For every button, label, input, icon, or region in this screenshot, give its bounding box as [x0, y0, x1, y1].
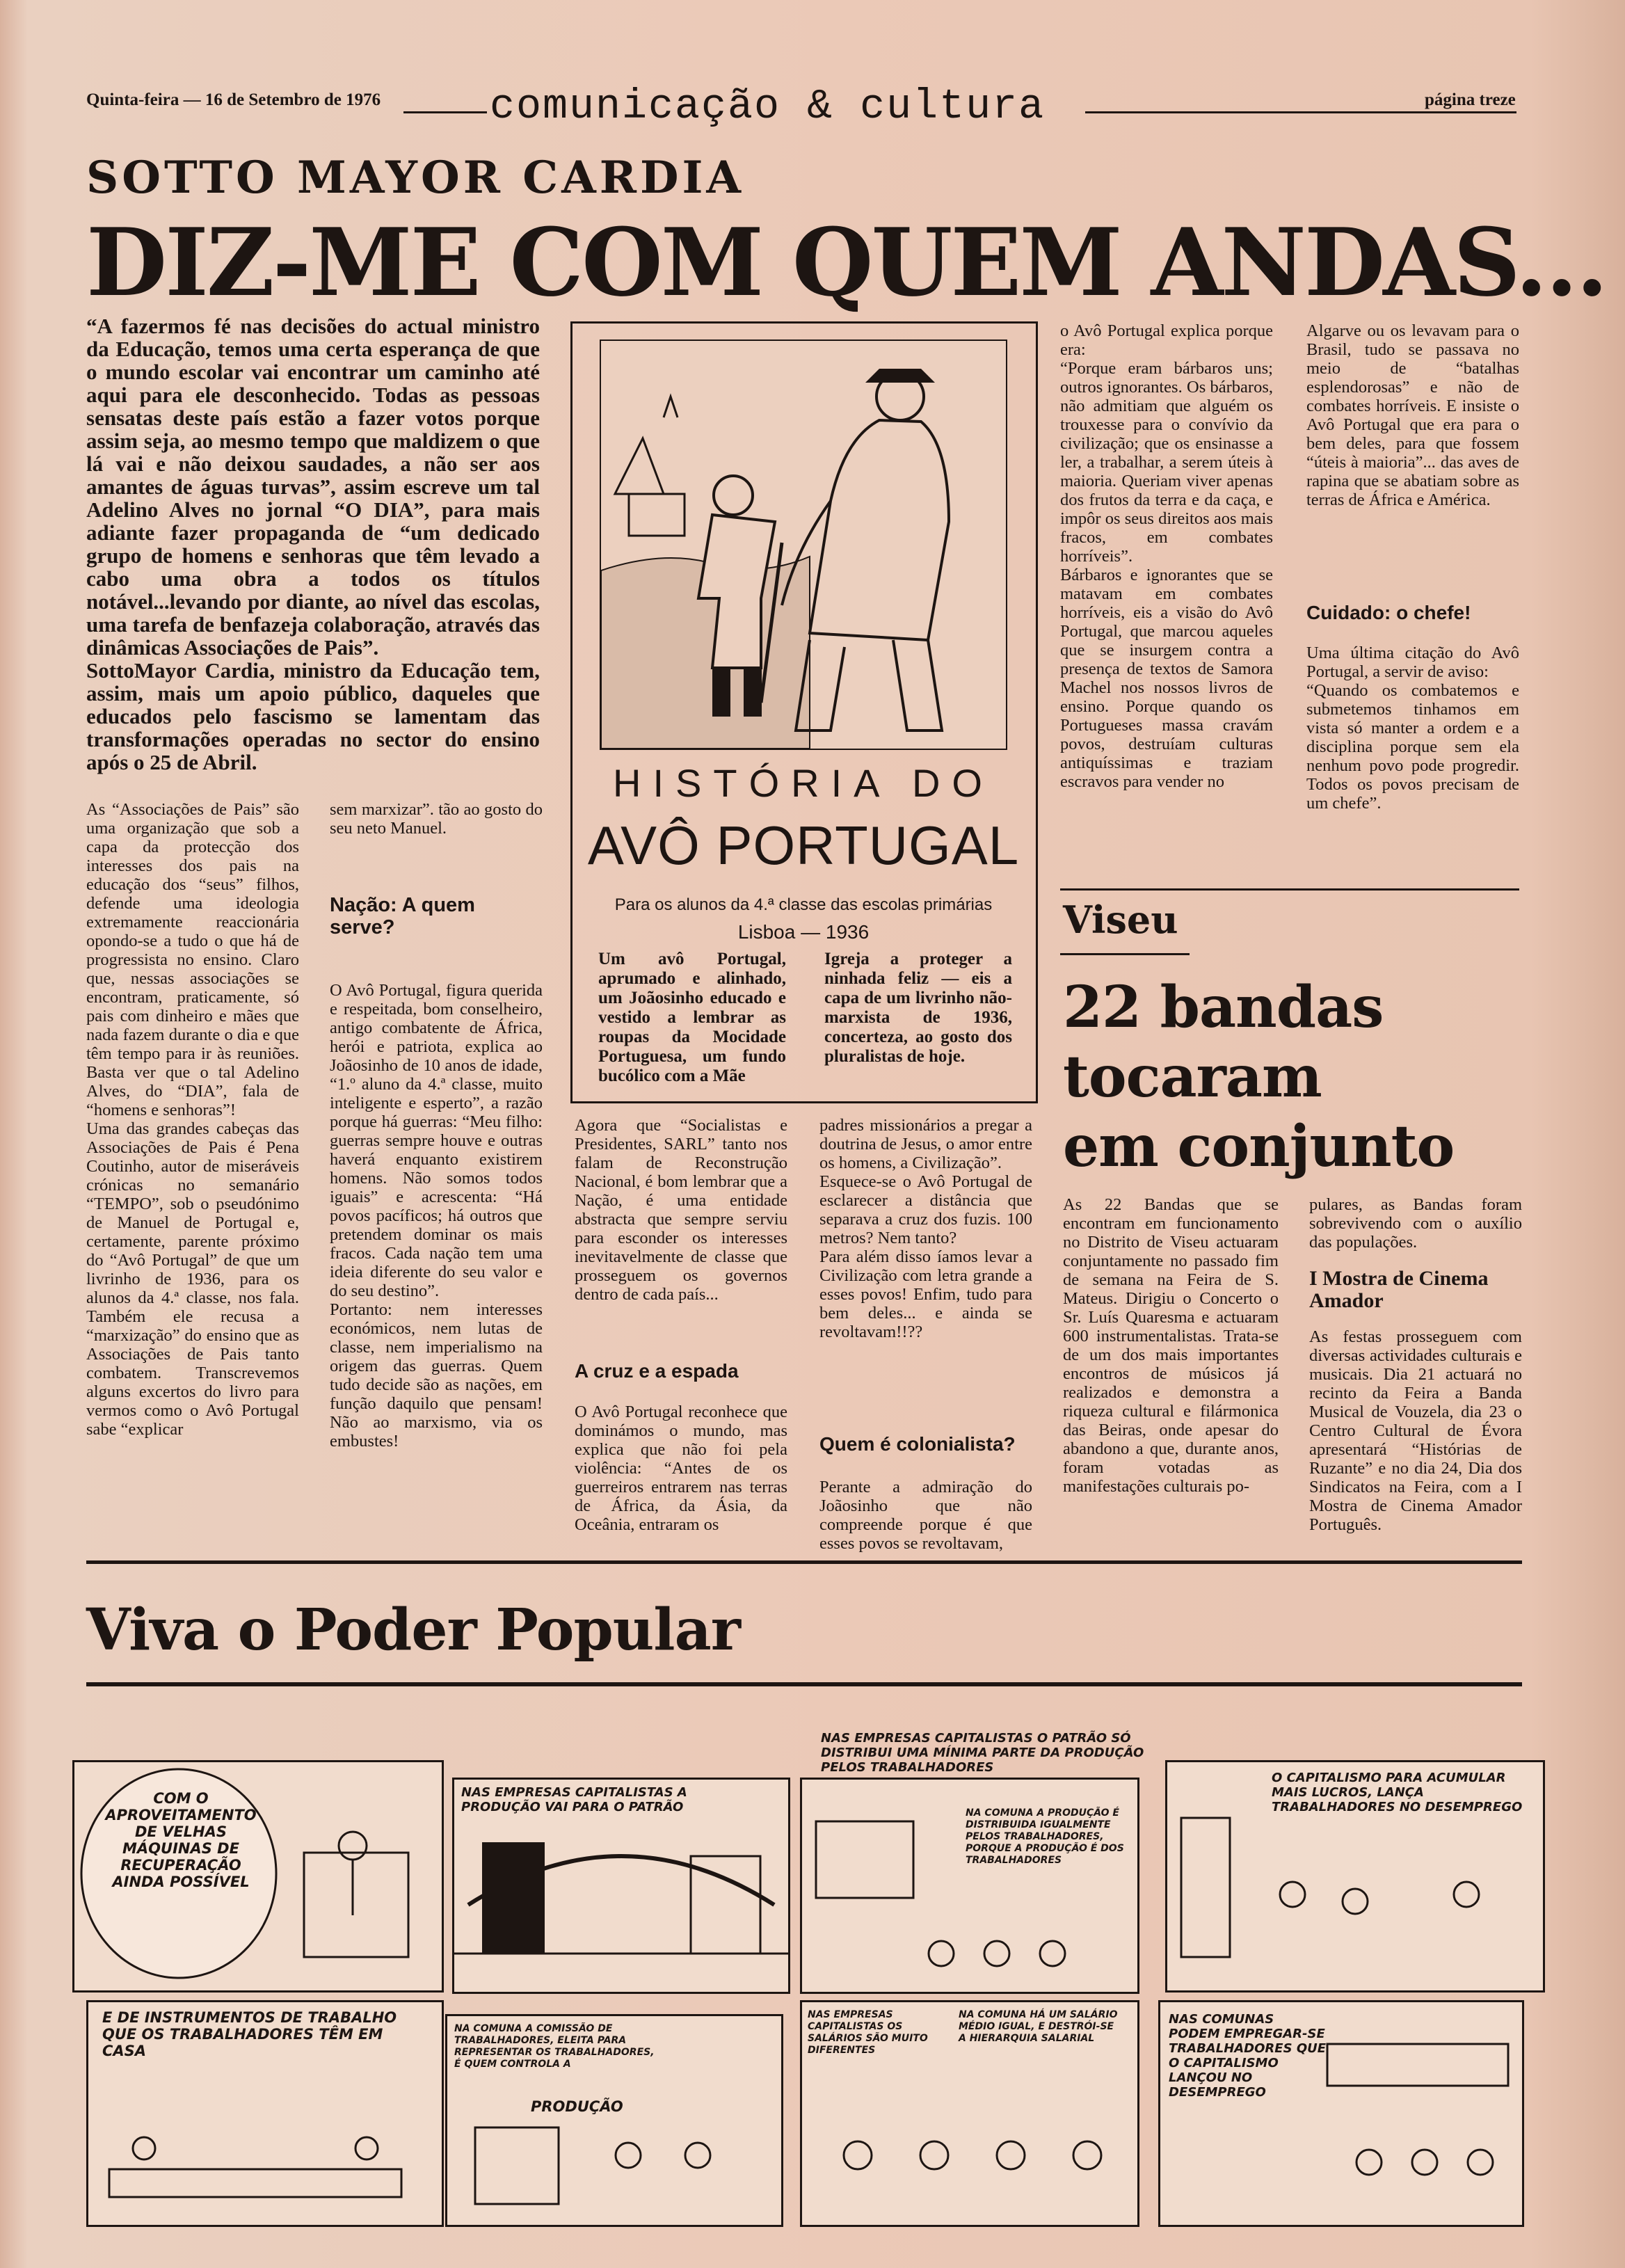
- article-column-6b: Uma última citação do Avô Portugal, a servir de aviso: “Quando os combatemos e submetemos tinhamos em vista só manter a ordem e a disciplina porque sem ela nenhum povo pode progredir. Todos os povos precisam de um chefe”.: [1306, 644, 1519, 813]
- book-subtitle: Para os alunos da 4.ª classe das escolas primárias: [614, 895, 993, 914]
- comic-panel-7-text: NAS EMPRESAS CAPITALISTAS OS SALÁRIOS SÃO MUITO DIFERENTES: [808, 2009, 928, 2056]
- comic-panel-5: [86, 2000, 444, 2227]
- comic-panel-3-text: NAS EMPRESAS CAPITALISTAS O PATRÃO SÓ DISTRIBUI UMA MÍNIMA PARTE DA PRODUÇÃO PELOS TRABALHADORES: [821, 1731, 1144, 1775]
- viseu-column-2b: As festas prosseguem com diversas actividades culturais e musicais. Dia 21 actuará no recinto da Feira a Banda Musical de Vouzela, dia 23 o Centro Cultural de Évora apresentará “Histórias de Ruzante” e no dia 24, Dia dos Sindicatos na Feira, com a I Mostra de Cinema Amador Português.: [1309, 1327, 1522, 1534]
- comic-panel-6-text: NA COMUNA A COMISSÃO DE TRABALHADORES, ELEITA PARA REPRESENTAR OS TRABALHADORES, É QUEM CONTROLA A: [454, 2023, 655, 2070]
- comic-title-rule: [86, 1682, 1522, 1686]
- subhead-mostra-cinema: I Mostra de Cinema Amador: [1309, 1267, 1489, 1312]
- comic-panel-3: [800, 1778, 1139, 1994]
- masthead-rule-left: [403, 111, 487, 113]
- article-column-2b: O Avô Portugal, figura querida e respeitada, bom conselheiro, antigo combatente de África, herói e patriota, explica ao Joãosinho de 10 anos de idade, “1.º aluno da 4.ª classe, muito inteligente e esperto”, a razão porque há guerras: “Meu filho: guerras sempre houve e outras haverá enquanto existirem homens. Não somos todos iguais” e acrescenta: “Há povos pacíficos; há outros que pretendem dominar os mais fracos. Cada nação tem uma ideia diferente do seu valor e do seu destino”. Portanto: nem interesses económicos, nem lutas de classe, nem imperialismo na origem das guerras. Quem tudo decide são as nações, em função daquilo que pensam! Não ao marxismo, via os embustes!: [330, 981, 543, 1451]
- subhead-colonialista: Quem é colonialista?: [819, 1433, 1016, 1455]
- book-caption-right: Igreja a proteger a ninhada feliz — eis a capa de um livrinho não-marxista de 1936, concerteza, ao gosto dos pluralistas de hoje.: [824, 950, 1012, 1066]
- page-number: página treze: [1425, 90, 1516, 109]
- comic-panel-5-text: E DE INSTRUMENTOS DE TRABALHO QUE OS TRABALHADORES TÊM EM CASA: [102, 2009, 397, 2059]
- comic-panel-7: [800, 2000, 1139, 2227]
- book-title-line-1: HISTÓRIA DO: [613, 761, 994, 805]
- issue-date: Quinta-feira — 16 de Setembro de 1976: [86, 90, 381, 109]
- comic-panel-1: [72, 1760, 444, 1993]
- article-lead: “A fazermos fé nas decisões do actual ministro da Educação, temos uma certa esperança de que o mundo escolar vai encontrar um caminho até aqui para ele desconhecido. Todas as pessoas sensatas deste país estão a fazer votos porque assim seja, ao mesmo tempo que maldizem o que lá vai e não deixou saudades, a não ser aos amantes de águas turvas”, assim escreve um tal Adelino Alves no jornal “O DIA”, para mais adiante fazer propaganda de “um dedicado grupo de homens e senhoras que têm levado a cabo uma obra a todos os títulos notável...levando por diante, ao nível das escolas, uma tarefa de benfazeja colaboração, através das dinâmicas Associações de Pais”. SottoMayor Cardia, ministro da Educação tem, assim, mais um apoio público, daqueles que educados pelo fascismo se lamentam das transformações operadas no sector do ensino após o 25 de Abril.: [86, 314, 540, 774]
- section-title: comunicação & cultura: [490, 83, 1046, 131]
- comic-panel-1-text: COM O APROVEITAMENTO DE VELHAS MÁQUINAS DE RECUPERAÇÃO AINDA POSSÍVEL: [105, 1790, 257, 1890]
- article-column-4b: Perante a admiração do Joãosinho que não compreende porque é que esses povos se revoltavam,: [819, 1478, 1032, 1553]
- article-column-3: Agora que “Socialistas e Presidentes, SARL” tanto nos falam de Reconstrução Nacional, é bom lembrar que a Nação, é uma entidade abstracta que sempre serviu para esconder os interesses inevitavelmente de classe que prosseguem os governos dentro de cada país...: [575, 1116, 787, 1304]
- comic-panel-6-text-2: PRODUÇÃO: [531, 2098, 623, 2115]
- grandfather-and-boy-drawing: [601, 341, 1006, 749]
- viseu-headline: 22 bandas tocaram em conjunto: [1063, 974, 1455, 1180]
- article-column-4: padres missionários a pregar a doutrina de Jesus, o amor entre os homens, a Civilização”. Esquece-se o Avô Portugal de esclarecer a distância que separava a cruz dos fuzis. 100 metros? Nem tanto? Para além disso íamos levar a Civilização com letra grande a esses povos! Enfim, tudo para bem deles... e ainda se revoltavam!!??: [819, 1116, 1032, 1341]
- comic-panel-3-text-2: NA COMUNA A PRODUÇÃO É DISTRIBUIDA IGUALMENTE PELOS TRABALHADORES, PORQUE A PRODUÇÃO É DOS TRABALHADORES: [966, 1807, 1124, 1866]
- viseu-tag: Viseu: [1063, 897, 1178, 942]
- article-column-2a: sem marxizar”. tão ao gosto do seu neto Manuel.: [330, 800, 543, 838]
- viseu-top-rule: [1060, 888, 1519, 891]
- book-cover-illustration: [600, 340, 1007, 750]
- article-column-6: Algarve ou os levavam para o Brasil, tudo se passava no meio de “batalhas esplendorosas” e não de combates horríveis. E insiste o Avô Portugal que era para o bem deles, para que fossem “úteis à maioria”... das aves de rapina que se abatiam sobre as terras de África e América.: [1306, 321, 1519, 509]
- book-place-year: Lisboa — 1936: [737, 921, 870, 943]
- comic-panel-8-text: NAS COMUNAS PODEM EMPREGAR-SE TRABALHADORES QUE O CAPITALISMO LANÇOU NO DESEMPREGO: [1169, 2012, 1327, 2100]
- subhead-chefe: Cuidado: o chefe!: [1306, 602, 1471, 623]
- subhead-nacao: Nação: A quem serve?: [330, 894, 475, 939]
- comic-top-rule: [86, 1560, 1522, 1564]
- viseu-column-1: As 22 Bandas que se encontram em funcionamento no Distrito de Viseu actuaram conjuntamente no passado fim de semana na Feira de S. Mateus. Dirigiu o Concerto o Sr. Luís Quaresma e actuaram 600 instrumentalistas. Trata-se de um dos mais importantes encontros de músicos já realizados e demonstra a riqueza cultural e filármonica das Beiras, onde apesar do abandono a que, durante anos, foram votadas as manifestações culturais po-: [1063, 1195, 1279, 1496]
- comic-panel-6: [445, 2014, 783, 2227]
- article-column-1: As “Associações de Pais” são uma organização que sob a capa da protecção dos interesses dos pais na educação dos “seus” filhos, defende uma ideologia extremamente reaccionária opondo-se a tudo o que há de progressista no ensino. Claro que, nessas associações se encontram, praticamente, só pais com dinheiro e mães que nada fazem durante o dia e que têm tempo para ir às reuniões. Basta ver que o tal Adelino Alves, do “DIA”, fala de “homens e senhoras”! Uma das grandes cabeças das Associações de Pais é Pena Coutinho, autor de miseráveis crónicas no semanário “TEMPO”, sob o pseudónimo de Manuel de Portugal e, certamente, parente próximo do “Avô Portugal” de que um livrinho de 1936, para os alunos da 4.ª classe, nos fala. Também ele recusa a “marxização” do ensino que as Associações de Pais tanto combatem. Transcrevemos alguns excertos do livro para vermos como o Avô Portugal sabe “explicar: [86, 800, 299, 1439]
- comic-panel-4: [1165, 1760, 1545, 1993]
- comic-panel-8: [1158, 2000, 1524, 2227]
- subhead-cruz-espada: A cruz e a espada: [575, 1360, 739, 1382]
- comic-panel-4-text: O CAPITALISMO PARA ACUMULAR MAIS LUCROS, LANÇA TRABALHADORES NO DESEMPREGO: [1272, 1771, 1523, 1814]
- article-column-3b: O Avô Portugal reconhece que dominámos o mundo, mas explica que não foi pela violência: “Antes de os guerreiros entrarem nas terras de África, da Ásia, da Oceânia, entraram os: [575, 1403, 787, 1534]
- article-headline: DIZ-ME COM QUEM ANDAS...: [86, 207, 1607, 317]
- masthead-rule-right: [1085, 111, 1516, 113]
- article-column-5: o Avô Portugal explica porque era: “Porque eram bárbaros uns; outros ignorantes. Os bárbaros, não admitiam que alguém os trouxesse para o convívio da civilização; que os ensinasse a ler, a trabalhar, a serem úteis à maioria. Queriam viver apenas dos frutos da terra e da caça, e impôr os seus direitos aos mais fracos, em combates horríveis”. Bárbaros e ignorantes que se matavam em combates horríveis, eis a visão do Avô Portugal, que marcou aqueles que se insurgem contra a presença de textos de Samora Machel nos nossos livros de ensino. Porque quando os Portugueses massa cravám povos, destruíam culturas antiquíssimas e traziam escravos para vender no: [1060, 321, 1273, 791]
- viseu-tag-rule: [1060, 953, 1190, 955]
- article-kicker: SOTTO MAYOR CARDIA: [86, 152, 745, 204]
- comic-panel-7-text-2: NA COMUNA HÁ UM SALÁRIO MÉDIO IGUAL, E DESTRÓI-SE A HIERARQUIA SALARIAL: [959, 2009, 1118, 2044]
- comic-title: Viva o Poder Popular: [86, 1597, 740, 1663]
- comic-panel-2-text: NAS EMPRESAS CAPITALISTAS A PRODUÇÃO VAI PARA O PATRÃO: [461, 1785, 687, 1814]
- book-title-line-2: AVÔ PORTUGAL: [587, 815, 1020, 876]
- viseu-column-2: pulares, as Bandas foram sobrevivendo com o auxílio das populações.: [1309, 1195, 1522, 1252]
- book-caption-left: Um avô Portugal, aprumado e alinhado, um Joãosinho educado e vestido a lembrar as roupas da Mocidade Portuguesa, um fundo bucólico com a Mãe: [598, 950, 786, 1085]
- comic-panel-2: [452, 1778, 790, 1994]
